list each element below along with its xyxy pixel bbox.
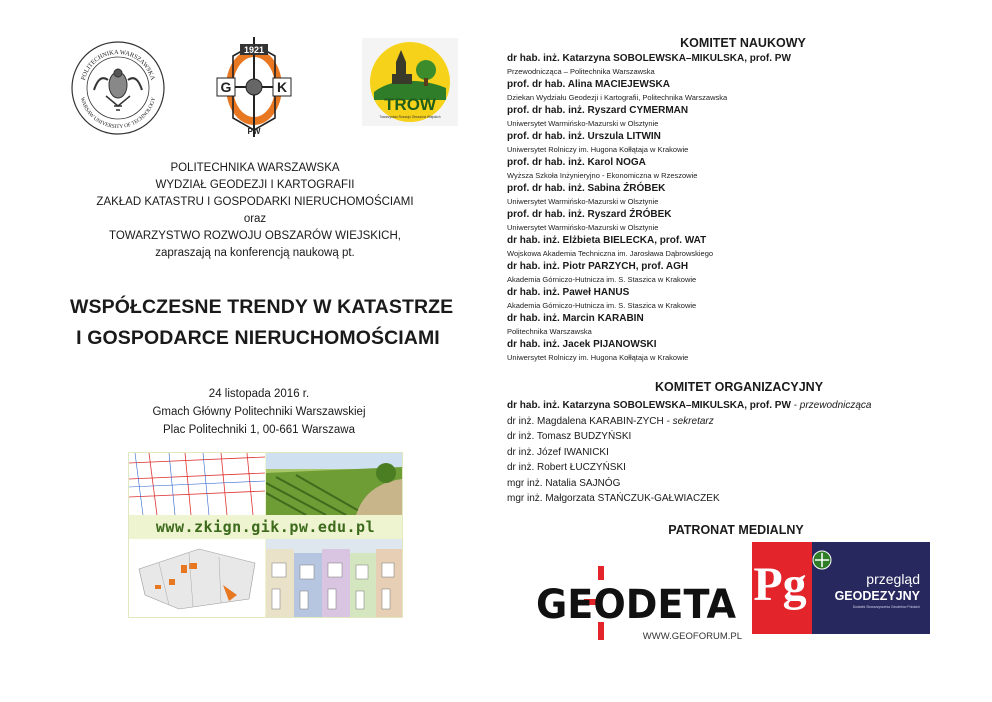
pg-monogram: Pg <box>753 558 807 611</box>
committee-member-affiliation: Wojskowa Akademia Techniczna im. Jarosława Dąbrowskiego <box>507 248 714 258</box>
website-url: www.zkign.gik.pw.edu.pl <box>129 516 402 538</box>
committee-member-affiliation: Uniwersytet Warmińsko-Mazurski w Olsztynie <box>507 222 659 232</box>
trow-logo <box>362 38 458 126</box>
committee-member-name: prof. dr hab. inż. Karol NOGA <box>507 157 646 168</box>
organizing-secretary <box>507 414 927 430</box>
committee-member-name: prof. dr hab. inż. Sabina ŹRÓBEK <box>507 183 666 194</box>
organizing-chair-role: - przewodnicząca <box>790 400 872 411</box>
townhouses-photo <box>266 539 402 617</box>
committee-member-name: dr hab. inż. Katarzyna SOBOLEWSKA–MIKULSKA, prof. PW <box>507 53 791 64</box>
committee-member-name: dr hab. inż. Piotr PARZYCH, prof. AGH <box>507 261 689 272</box>
gk-letter-g: G <box>220 79 232 95</box>
geodeta-logo <box>536 566 744 646</box>
committee-member-affiliation: Akademia Górniczo-Hutnicza im. S. Staszica w Krakowie <box>507 300 697 310</box>
gk-pw: PW <box>247 127 261 136</box>
invitation-line: WYDZIAŁ GEODEZJI I KARTOGRAFII <box>155 179 355 191</box>
organizing-member: dr inż. Robert ŁUCZYŃSKI <box>507 462 626 473</box>
conference-title <box>70 292 454 354</box>
invitation-line: oraz <box>243 213 267 225</box>
event-details <box>100 385 418 439</box>
organizing-chair-name: dr hab. inż. Katarzyna SOBOLEWSKA–MIKULSKA, prof. PW <box>507 400 791 411</box>
committee-member-affiliation: Dziekan Wydziału Geodezji i Kartografii, Politechnika Warszawska <box>507 92 728 102</box>
organizing-member: mgr inż. Małgorzata STAŃCZUK-GAŁWIACZEK <box>507 493 720 504</box>
seal-bottom-text: WARSAW UNIVERSITY OF TECHNOLOGY <box>78 96 158 131</box>
organizing-secretary-role: - sekretarz <box>663 415 714 427</box>
vineyard-photo <box>266 453 402 515</box>
committee-member-name: prof. dr hab. inż. Ryszard CYMERMAN <box>507 105 689 116</box>
seal-top-text: POLITECHNIKA WARSZAWSKA <box>79 48 157 82</box>
scientific-committee-list <box>507 52 927 364</box>
pg-tagline: Dodatek Stowarzyszenia Geodetów Polskich <box>852 605 920 609</box>
committee-member-name: dr hab. inż. Jacek PIJANOWSKI <box>507 339 657 350</box>
pg-word-geodezyjny: GEODEZYJNY <box>834 589 920 603</box>
committee-member-affiliation: Wyższa Szkoła Inżynieryjno - Ekonomiczna w Rzeszowie <box>507 170 698 180</box>
invitation-line: POLITECHNIKA WARSZAWSKA <box>170 162 340 174</box>
event-date: 24 listopada 2016 r. <box>208 388 310 400</box>
organizing-member: dr inż. Tomasz BUDZYŃSKI <box>507 431 632 442</box>
website-banner <box>128 452 403 618</box>
warsaw-university-of-technology-seal <box>70 40 166 136</box>
committee-member-name: prof. dr hab. Alina MACIEJEWSKA <box>507 79 670 90</box>
cadastral-map-image <box>129 453 265 515</box>
conference-title-line: WSPÓŁCZESNE TRENDY W KATASTRZE <box>70 296 454 318</box>
geodeta-wordmark: GEODETA <box>536 582 737 628</box>
organizing-committee-heading: KOMITET ORGANIZACYJNY <box>654 380 824 394</box>
invitation-line: TOWARZYSTWO ROZWOJU OBSZARÓW WIEJSKICH, <box>109 230 401 242</box>
gk-faculty-logo <box>213 32 295 142</box>
przeglad-geodezyjny-logo <box>752 542 930 634</box>
plot-map-image <box>129 539 265 617</box>
committee-member-name: dr hab. inż. Elżbieta BIELECKA, prof. WAT <box>507 235 707 246</box>
invitation-text <box>90 160 420 262</box>
committee-member-affiliation: Uniwersytet Warmińsko-Mazurski w Olsztynie <box>507 118 659 128</box>
gk-year: 1921 <box>243 45 265 55</box>
emblem-icon <box>813 551 831 569</box>
media-patronage-heading: PATRONAT MEDIALNY <box>668 523 804 537</box>
committee-member-affiliation: Uniwersytet Rolniczy im. Hugona Kołłątaja w Krakowie <box>507 144 689 154</box>
committee-member-name: prof. dr hab. inż. Ryszard ŹRÓBEK <box>507 209 672 220</box>
organizing-secretary-name: dr inż. Magdalena KARABIN-ZYCH <box>507 415 664 427</box>
geodeta-url: WWW.GEOFORUM.PL <box>642 631 742 642</box>
committee-member-affiliation: Przewodnicząca – Politechnika Warszawska <box>507 66 655 76</box>
gk-letter-k: K <box>276 79 288 95</box>
organizing-committee-list <box>507 398 927 507</box>
committee-member-affiliation: Uniwersytet Rolniczy im. Hugona Kołłątaja w Krakowie <box>507 352 689 362</box>
committee-member-affiliation: Uniwersytet Warmińsko-Mazurski w Olsztynie <box>507 196 659 206</box>
event-venue: Gmach Główny Politechniki Warszawskiej <box>152 406 366 418</box>
pg-word-przeglad: przegląd <box>866 571 920 587</box>
committee-member-name: dr hab. inż. Marcin KARABIN <box>507 313 644 324</box>
trow-wordmark: TROW <box>384 95 436 114</box>
organizing-chair <box>507 398 927 414</box>
invitation-line: zapraszają na konferencją naukową pt. <box>155 247 355 259</box>
trow-subtitle: Towarzystwo Rozwoju Obszarów Wiejskich <box>379 115 441 119</box>
committee-member-name: dr hab. inż. Paweł HANUS <box>507 287 630 298</box>
organizing-member: mgr inż. Natalia SAJNÓG <box>507 477 621 489</box>
scientific-committee-heading: KOMITET NAUKOWY <box>680 36 806 50</box>
event-address: Plac Politechniki 1, 00-661 Warszawa <box>163 424 355 436</box>
invitation-line: ZAKŁAD KATASTRU I GOSPODARKI NIERUCHOMOŚCIAMI <box>96 196 414 208</box>
committee-member-affiliation: Politechnika Warszawska <box>507 326 592 336</box>
conference-title-line: I GOSPODARCE NIERUCHOMOŚCIAMI <box>76 327 440 349</box>
committee-member-name: prof. dr hab. inż. Urszula LITWIN <box>507 131 661 142</box>
committee-member-affiliation: Akademia Górniczo-Hutnicza im. S. Staszica w Krakowie <box>507 274 697 284</box>
organizing-member: dr inż. Józef IWANICKI <box>507 446 609 458</box>
